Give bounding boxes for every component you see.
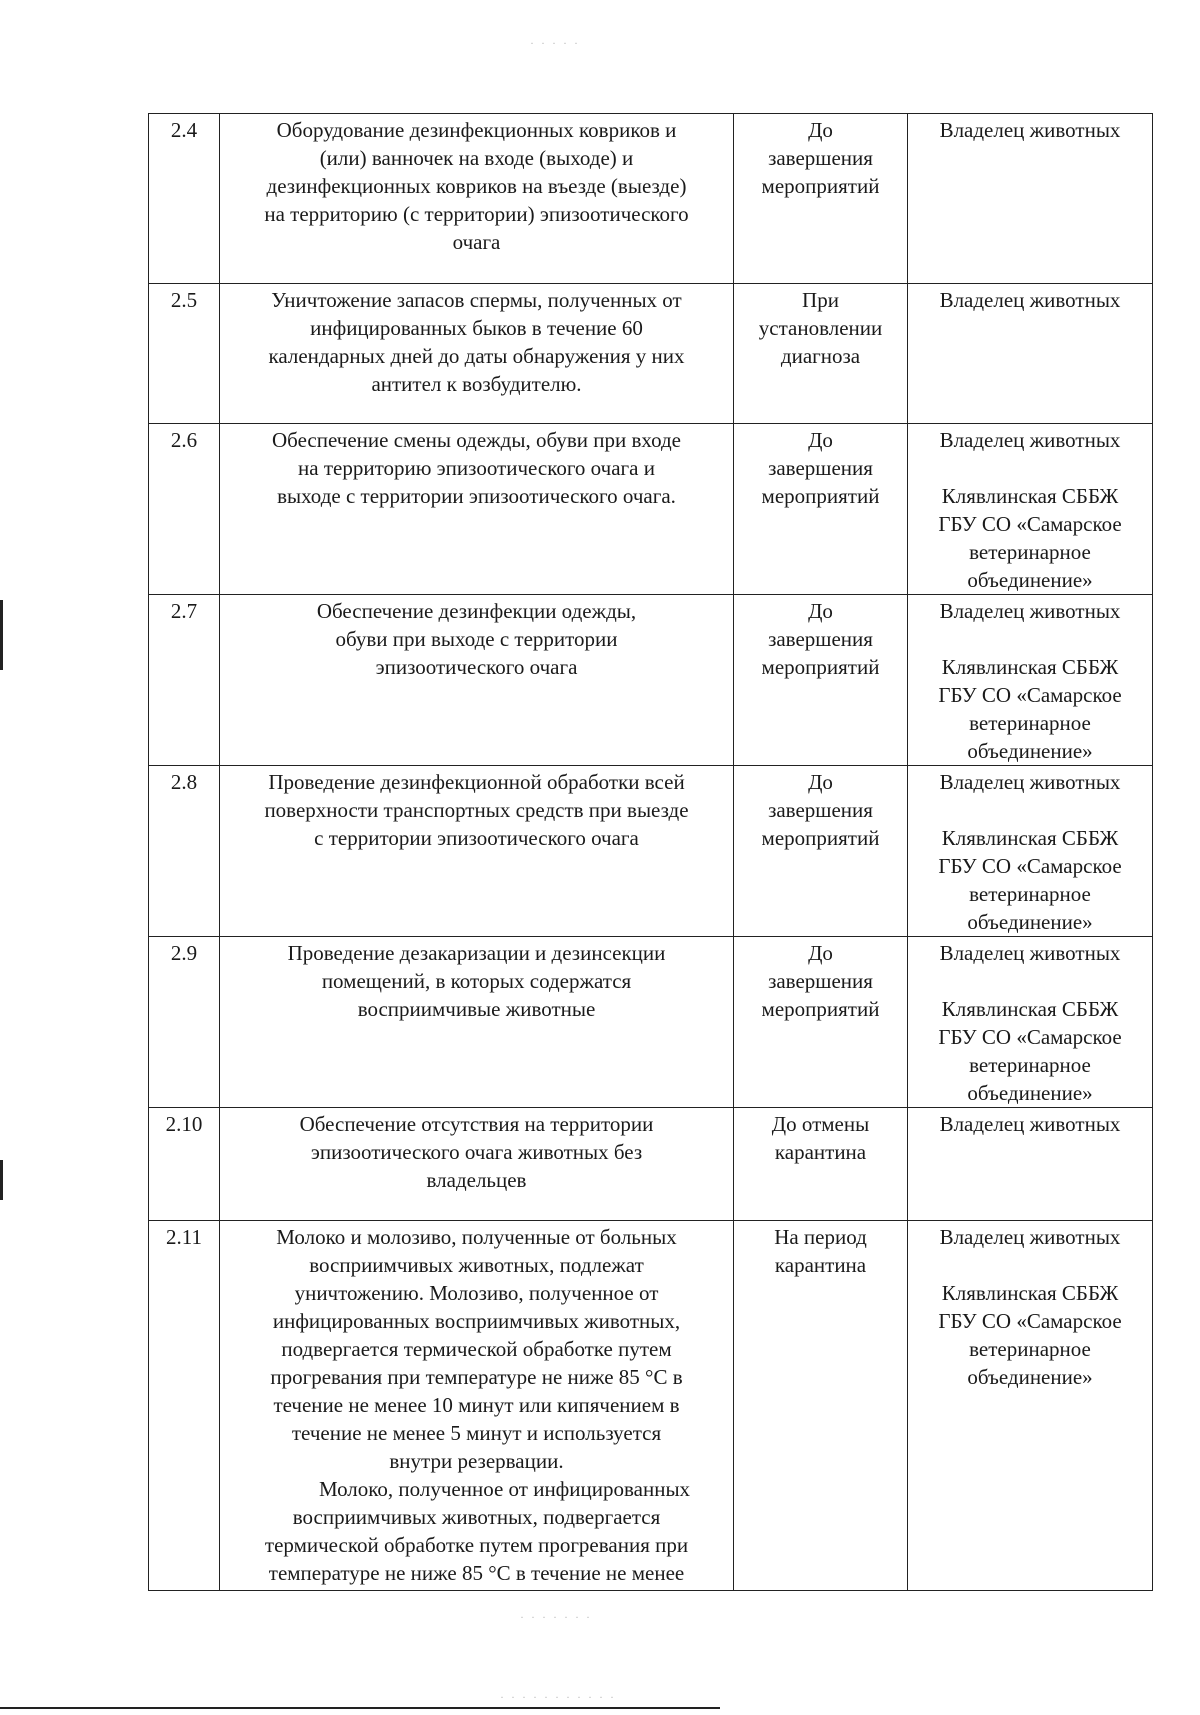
action-line: Молоко и молозиво, полученные от больных (276, 1225, 677, 1249)
action-line: течение не менее 10 минут или кипячением в (273, 1393, 680, 1417)
action-line: Проведение дезакаризации и дезинсекции (287, 941, 666, 965)
resp-line: Владелец животных (939, 941, 1121, 965)
action-line: помещений, в которых содержатся (321, 969, 632, 993)
term-line: завершения (768, 969, 873, 993)
action-line: инфицированных восприимчивых животных, (272, 1309, 681, 1333)
row-number: 2.9 (149, 937, 220, 1108)
table-row (149, 114, 1153, 284)
resp-line: Владелец животных (939, 1225, 1121, 1249)
resp-line: Клявлинская СББЖ (941, 484, 1119, 508)
resp-line: объединение» (967, 1365, 1093, 1389)
measure-description (220, 766, 734, 937)
action-line: Обеспечение дезинфекции одежды, (316, 599, 637, 623)
resp-line: Клявлинская СББЖ (941, 655, 1119, 679)
measure-responsible (908, 424, 1153, 595)
term-line: При (802, 288, 839, 312)
resp-line: объединение» (967, 568, 1093, 592)
table-row (149, 1221, 1153, 1591)
resp-line (912, 625, 1148, 653)
resp-line: Клявлинская СББЖ (941, 826, 1119, 850)
action-line: внутри резервации. (389, 1449, 564, 1473)
term-line: мероприятий (761, 484, 880, 508)
row-number: 2.10 (149, 1108, 220, 1221)
resp-line: объединение» (967, 1081, 1093, 1105)
resp-line: ветеринарное (969, 711, 1091, 735)
resp-line: объединение» (967, 910, 1093, 934)
action-line: уничтожению. Молозиво, полученное от (294, 1281, 659, 1305)
row-number: 2.7 (149, 595, 220, 766)
row-number: 2.6 (149, 424, 220, 595)
term-line: До (808, 941, 833, 965)
action-line: подвергается термической обработке путем (281, 1337, 672, 1361)
table-row (149, 1108, 1153, 1221)
term-line: карантина (774, 1253, 867, 1277)
resp-line: ГБУ СО «Самарское (938, 512, 1122, 536)
resp-line: ГБУ СО «Самарское (938, 1025, 1122, 1049)
measure-responsible (908, 1221, 1153, 1591)
resp-line: ветеринарное (969, 1337, 1091, 1361)
table-row (149, 424, 1153, 595)
row-number: 2.11 (149, 1221, 220, 1591)
measure-description (220, 284, 734, 424)
resp-line: Владелец животных (939, 599, 1121, 623)
measure-description (220, 937, 734, 1108)
measure-description (220, 595, 734, 766)
measure-deadline (734, 1108, 908, 1221)
action-line: восприимчивые животные (357, 997, 596, 1021)
measure-responsible (908, 1108, 1153, 1221)
term-line: карантина (774, 1140, 867, 1164)
action-line: эпизоотического очага животных без (310, 1140, 643, 1164)
action-line: дезинфекционных ковриков на въезде (выезде) (266, 174, 687, 198)
resp-line: ГБУ СО «Самарское (938, 1309, 1122, 1333)
resp-line: ветеринарное (969, 540, 1091, 564)
term-line: До (808, 599, 833, 623)
term-line: установлении (758, 316, 883, 340)
scan-noise: · · · · · (530, 36, 580, 50)
measure-responsible (908, 937, 1153, 1108)
scan-noise: · · · · · · · (520, 1610, 592, 1624)
resp-line: Владелец животных (939, 288, 1121, 312)
scan-noise: · · · · · · · · · · · (500, 1690, 616, 1704)
action-line: с территории эпизоотического очага (314, 826, 639, 850)
resp-line: объединение» (967, 739, 1093, 763)
measure-responsible (908, 284, 1153, 424)
action_para2-line: термической обработке путем прогревания при (264, 1533, 689, 1557)
action-line: прогревания при температуре не ниже 85 °С в (270, 1365, 683, 1389)
term-line: мероприятий (761, 997, 880, 1021)
resp-line (912, 1251, 1148, 1279)
resp-line: ветеринарное (969, 882, 1091, 906)
action-line: инфицированных быков в течение 60 (310, 316, 643, 340)
scan-edge-mark (0, 600, 3, 670)
term-line: мероприятий (761, 655, 880, 679)
action-line: (или) ванночек на входе (выходе) и (319, 146, 634, 170)
table-row (149, 595, 1153, 766)
term-line: До отмены (771, 1112, 870, 1136)
resp-line (912, 454, 1148, 482)
resp-line (912, 796, 1148, 824)
action-line: поверхности транспортных средств при выезде (264, 798, 689, 822)
term-line: завершения (768, 456, 873, 480)
action_para2-line: восприимчивых животных, подвергается (292, 1505, 661, 1529)
resp-line: Клявлинская СББЖ (941, 1281, 1119, 1305)
measure-description (220, 114, 734, 284)
row-number: 2.8 (149, 766, 220, 937)
resp-line: Владелец животных (939, 1112, 1121, 1136)
resp-line: Владелец животных (939, 118, 1121, 142)
measure-deadline (734, 937, 908, 1108)
table-row (149, 937, 1153, 1108)
measure-deadline (734, 284, 908, 424)
measure-deadline (734, 595, 908, 766)
term-line: завершения (768, 146, 873, 170)
action-line: обуви при выходе с территории (335, 627, 618, 651)
table-row (149, 284, 1153, 424)
action_para2-line: Молоко, полученное от инфицированных (318, 1477, 691, 1501)
action-line: Обеспечение смены одежды, обуви при входе (272, 428, 681, 452)
action-line: на территорию эпизоотического очага и (298, 456, 655, 480)
action_para2-line: температуре не ниже 85 °С в течение не менее (268, 1561, 685, 1585)
term-line: До (808, 428, 833, 452)
action-line: Обеспечение отсутствия на территории (299, 1112, 654, 1136)
resp-line: Владелец животных (939, 428, 1121, 452)
action-line: антител к возбудителю. (371, 372, 582, 396)
measure-responsible (908, 766, 1153, 937)
measure-description (220, 1108, 734, 1221)
term-line: мероприятий (761, 174, 880, 198)
action-line: на территорию (с территории) эпизоотического (264, 202, 689, 226)
action-line: владельцев (426, 1168, 527, 1192)
resp-line: Владелец животных (939, 770, 1121, 794)
action-line: Уничтожение запасов спермы, полученных от (271, 288, 682, 312)
measure-deadline (734, 766, 908, 937)
action-line: календарных дней до даты обнаружения у них (268, 344, 685, 368)
resp-line (912, 967, 1148, 995)
page-bottom-rule (0, 1707, 720, 1709)
term-line: На период (774, 1225, 867, 1249)
term-line: До (808, 770, 833, 794)
action-line: восприимчивых животных, подлежат (309, 1253, 644, 1277)
action-line: Проведение дезинфекционной обработки всей (268, 770, 685, 794)
measure-description (220, 424, 734, 595)
action-line: эпизоотического очага (375, 655, 578, 679)
resp-line: ГБУ СО «Самарское (938, 683, 1122, 707)
term-line: диагноза (780, 344, 861, 368)
measure-responsible (908, 595, 1153, 766)
resp-line: ГБУ СО «Самарское (938, 854, 1122, 878)
table-row (149, 766, 1153, 937)
resp-line: Клявлинская СББЖ (941, 997, 1119, 1021)
measure-deadline (734, 114, 908, 284)
measure-deadline (734, 424, 908, 595)
action-line: течение не менее 5 минут и используется (291, 1421, 662, 1445)
measure-description (220, 1221, 734, 1591)
term-line: До (808, 118, 833, 142)
measures-table (148, 113, 1153, 1591)
scan-edge-mark (0, 1160, 3, 1200)
term-line: завершения (768, 627, 873, 651)
action-line: Оборудование дезинфекционных ковриков и (276, 118, 677, 142)
measure-responsible (908, 114, 1153, 284)
term-line: мероприятий (761, 826, 880, 850)
measure-deadline (734, 1221, 908, 1591)
action-line: выходе с территории эпизоотического очага. (277, 484, 676, 508)
action-line: очага (452, 230, 501, 254)
row-number: 2.4 (149, 114, 220, 284)
term-line: завершения (768, 798, 873, 822)
resp-line: ветеринарное (969, 1053, 1091, 1077)
row-number: 2.5 (149, 284, 220, 424)
